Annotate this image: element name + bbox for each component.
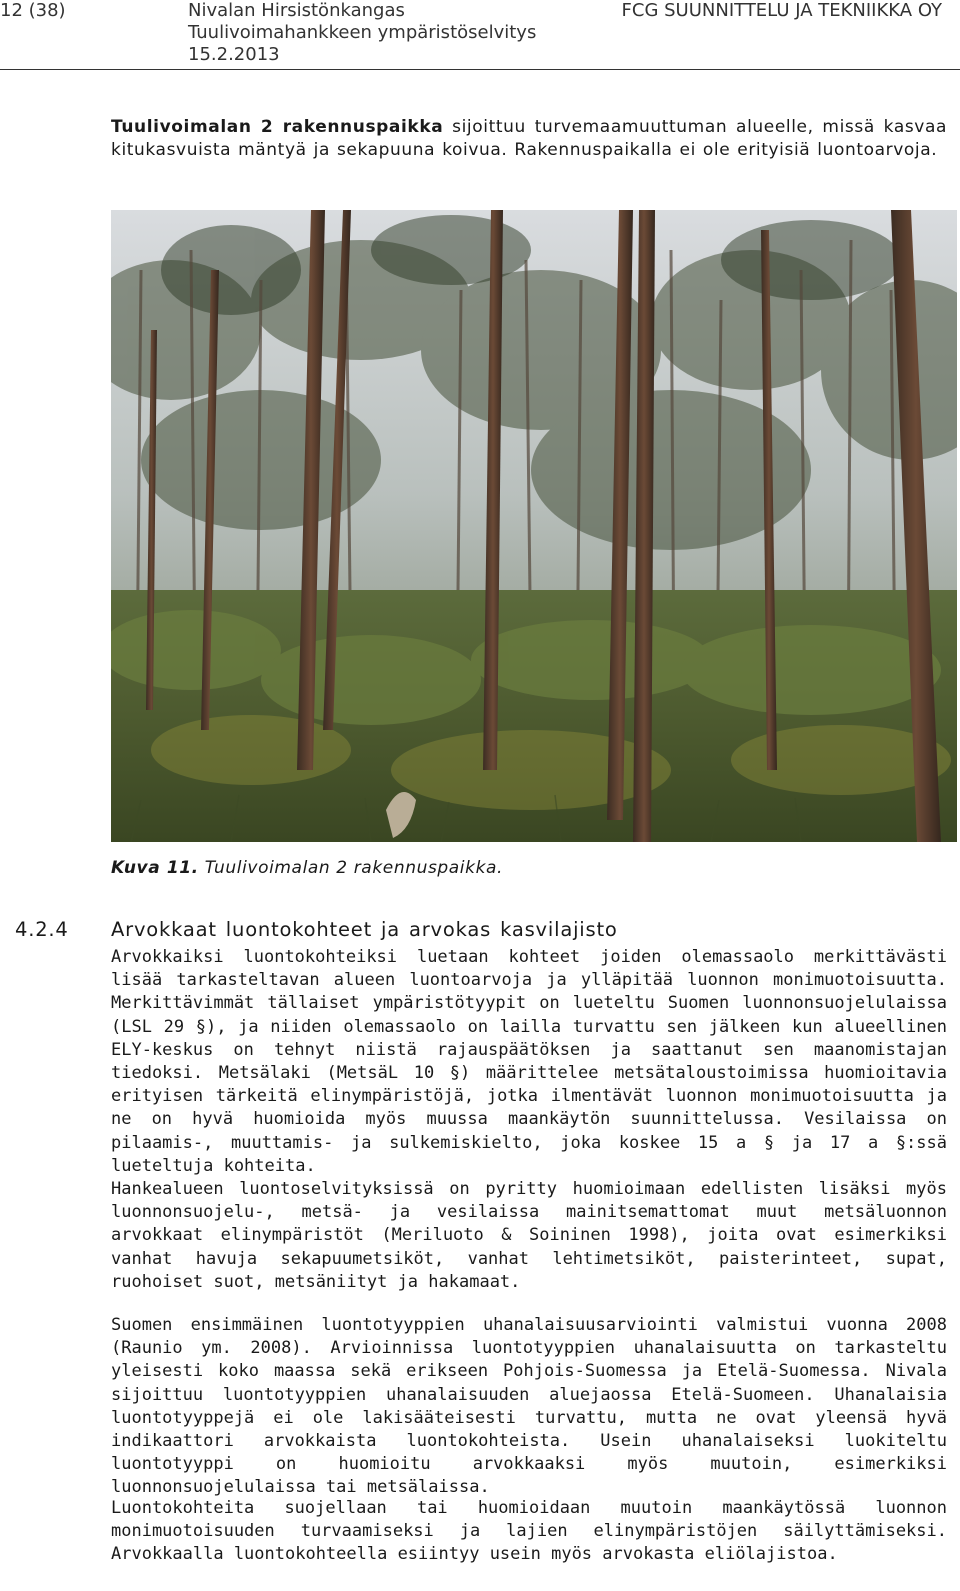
section-title: Arvokkaat luontokohteet ja arvokas kasvilajisto xyxy=(111,918,618,941)
report-date: 15.2.2013 xyxy=(188,44,280,65)
figure-caption-text: Tuulivoimalan 2 rakennuspaikka. xyxy=(198,858,504,878)
paragraph-3: Suomen ensimmäinen luontotyyppien uhanalaisuusarviointi valmistui vuonna 2008 (Raunio ym. 2008). Arvioinnissa luontotyyppien uhanalaisuutta on tarkasteltu yleisesti koko maassa sekä erikseen Pohjois-Suomessa ja Etelä-Suomessa. Nivala sijoittuu luontotyyppien uhanalaisuuden aluejaossa Etelä-Suomeen. Uhanalaisia luontotyyppejä ei ole lakisääteisesti turvattu, mutta ne ovat yleensä hyvä indikaattori arvokkaista luontokohteista. Usein uhanalaiseksi luokiteltu luontotyyppi on huomioitu arvokkaaksi myös muutoin, esimerkiksi luonnonsuojelulaissa tai metsälaissa. xyxy=(111,1315,947,1498)
report-title: Tuulivoimahankkeen ympäristöselvitys xyxy=(188,22,537,43)
forest-photo xyxy=(111,210,957,842)
company-name: FCG SUUNNITTELU JA TEKNIIKKA OY xyxy=(621,0,942,21)
figure-number: Kuva 11. xyxy=(111,858,199,878)
paragraph-1: Arvokkaiksi luontokohteiksi luetaan kohteet joiden olemassaolo merkittävästi lisää tarkasteltavan alueen luontoarvoja ja ylläpitää luonnon monimuotoisuutta. Merkittävimmät tällaiset ympäristötyypit on lueteltu Suomen luonnonsuojelulaissa (LSL 29 §), ja niiden olemassaolo on lailla turvattu sen jälkeen kun alueellinen ELY-keskus on tehnyt niistä rajauspäätöksen ja saattanut sen maanomistajan tiedoksi. Metsälaki (MetsäL 10 §) määrittelee metsätaloustoimissa huomioitavia erityisen tärkeitä elinympäristöjä, jotka ilmentävät luonnon monimuotoisuutta ja ne on hyvä huomioida myös muussa maankäytön suunnittelussa. Vesilaissa on pilaamis-, muuttamis- ja sulkemiskielto, joka koskee 15 a § ja 17 a §:ssä lueteltuja kohteita. xyxy=(111,947,947,1176)
paragraph-4: Luontokohteita suojellaan tai huomioidaan muutoin maankäytössä luonnon monimuotoisuuden turvaamiseksi ja lajien elinympäristöjen säilyttämiseksi. Arvokkaalla luontokohteella esiintyy usein myös arvokasta eliölajistoa. xyxy=(111,1498,947,1565)
intro-text: sijoittuu turvemaamuuttuman alueelle, missä kasvaa kitukasvuista mäntyä ja sekapuuna koivua. Rakennuspaikalla ei ole erityisiä luontoarvoja. xyxy=(111,117,947,161)
paragraph-2: Hankealueen luontoselvityksissä on pyritty huomioimaan edellisten lisäksi myös luonnonsuojelu-, metsä- ja vesilaissa mainitsemattomat muut metsäluonnon arvokkaat elinympäristöt (Meriluoto & Soininen 1998), joita ovat esimerkiksi vanhat havuja sekapuumetsiköt, vanhat lehtimetsiköt, paisterinteet, supat, ruohoiset suot, metsäniityt ja hakamaat. xyxy=(111,1179,947,1292)
intro-paragraph xyxy=(111,116,947,162)
project-name: Nivalan Hirsistönkangas xyxy=(188,0,405,21)
header-divider xyxy=(0,69,960,70)
figure-caption xyxy=(111,858,503,878)
section-heading xyxy=(15,918,618,941)
page-number: 12 (38) xyxy=(0,0,66,21)
intro-bold-lead: Tuulivoimalan 2 rakennuspaikka xyxy=(111,117,444,137)
section-number: 4.2.4 xyxy=(15,918,69,941)
